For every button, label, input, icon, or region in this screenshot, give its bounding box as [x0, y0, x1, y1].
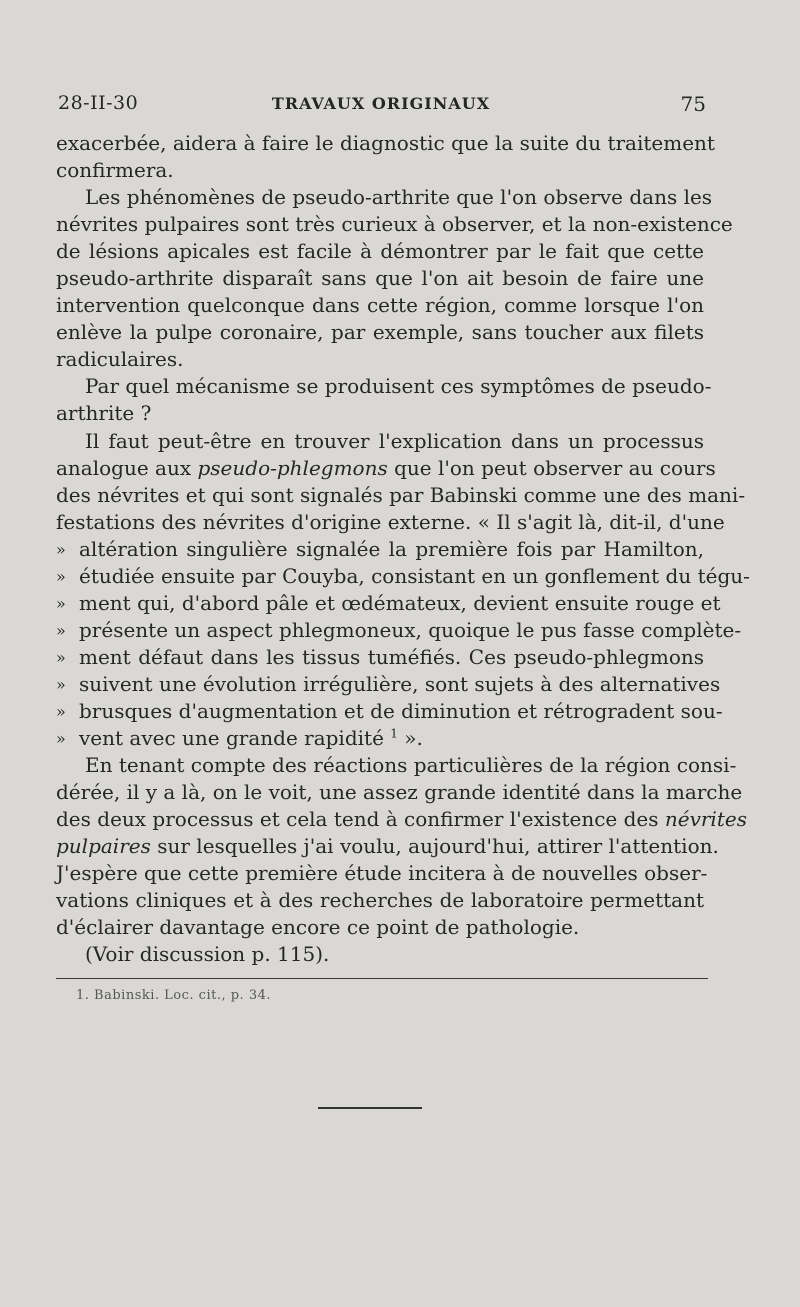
- quote-mark: »: [56, 701, 66, 721]
- text-span: altération singulière signalée la première fois par Hamilton,: [79, 536, 704, 561]
- quote-mark: »: [56, 566, 66, 586]
- text-span: vent avec une grande rapidité: [79, 726, 391, 751]
- footnote-divider: [56, 978, 708, 979]
- text-line: vations cliniques et à des recherches de laboratoire permettant: [56, 888, 704, 913]
- quote-line: [56, 590, 721, 617]
- text-line: En tenant compte des réactions particulières de la région consi-: [85, 753, 737, 778]
- text-span: ment qui, d'abord pâle et œdémateux, devient ensuite rouge et: [79, 590, 721, 615]
- quote-line: [56, 536, 704, 563]
- end-rule: [318, 1107, 422, 1109]
- text-line: des névrites et qui sont signalés par Babinski comme une des mani-: [56, 482, 746, 507]
- quote-line: [56, 725, 704, 752]
- text-line: [56, 806, 747, 833]
- text-line: (Voir discussion p. 115).: [85, 942, 330, 967]
- text-line: festations des névrites d'origine externe. « Il s'agit là, dit-il, d'une: [56, 509, 725, 534]
- text-line: confirmera.: [56, 158, 174, 183]
- text-line: arthrite ?: [56, 401, 152, 426]
- quote-line: [56, 617, 742, 644]
- quote-mark: »: [56, 593, 66, 613]
- body-text: [56, 130, 750, 968]
- footnote: 1. Babinski. Loc. cit., p. 34.: [76, 988, 271, 1003]
- quote-line: [56, 671, 721, 698]
- text-line: névrites pulpaires sont très curieux à observer, et la non-existence: [56, 212, 733, 237]
- text-line: Il faut peut-être en trouver l'explication dans un processus: [85, 428, 704, 453]
- quote-line: [56, 698, 723, 725]
- text-line: Les phénomènes de pseudo-arthrite que l'on observe dans les: [85, 185, 713, 210]
- text-line: [56, 833, 719, 860]
- quote-line: [56, 644, 704, 671]
- text-span: brusques d'augmentation et de diminution et rétrogradent sou-: [79, 698, 723, 723]
- footnote-ref[interactable]: 1: [390, 726, 398, 741]
- text-span: ment défaut dans les tissus tuméfiés. Ces pseudo-phlegmons: [79, 644, 704, 669]
- quote-mark: »: [56, 729, 66, 749]
- header-date: 28-II-30: [58, 92, 139, 114]
- text-span: présente un aspect phlegmoneux, quoique le pus fasse complète-: [79, 617, 742, 642]
- text-line: intervention quelconque dans cette région, comme lorsque l'on: [56, 293, 704, 318]
- quote-mark: »: [56, 647, 66, 667]
- text-line: exacerbée, aidera à faire le diagnostic que la suite du traitement: [56, 131, 715, 155]
- text-span: étudiée ensuite par Couyba, consistant en un gonflement du tégu-: [79, 563, 750, 588]
- quote-line: [56, 563, 750, 590]
- quote-mark: »: [56, 539, 66, 559]
- italic-term: névrites: [664, 807, 747, 832]
- text-span: ».: [397, 726, 423, 751]
- header-title: TRAVAUX ORIGINAUX: [271, 94, 491, 113]
- text-line: Par quel mécanisme se produisent ces symptômes de pseudo-: [85, 374, 712, 399]
- italic-term: pulpaires: [56, 834, 151, 859]
- text-line: radiculaires.: [56, 347, 184, 372]
- italic-term: pseudo-phlegmons: [197, 455, 388, 480]
- quote-mark: »: [56, 674, 66, 694]
- text-line: pseudo-arthrite disparaît sans que l'on ait besoin de faire une: [56, 266, 704, 291]
- running-head: [56, 92, 706, 120]
- text-line: dérée, il y a là, on le voit, une assez grande identité dans la marche: [56, 780, 743, 805]
- text-line: de lésions apicales est facile à démontrer par le fait que cette: [56, 239, 704, 264]
- text-span: sur lesquelles j'ai voulu, aujourd'hui, attirer l'attention.: [150, 834, 719, 859]
- text-line: [56, 455, 716, 482]
- text-line: d'éclairer davantage encore ce point de pathologie.: [56, 915, 580, 940]
- text-span: des deux processus et cela tend à confirmer l'existence des: [56, 807, 665, 832]
- text-span: que l'on peut observer au cours: [387, 455, 716, 480]
- quote-mark: »: [56, 620, 66, 640]
- text-span: analogue aux: [56, 455, 198, 480]
- page-number: 75: [680, 92, 706, 116]
- text-line: enlève la pulpe coronaire, par exemple, sans toucher aux filets: [56, 320, 704, 345]
- text-line: J'espère que cette première étude incitera à de nouvelles obser-: [56, 861, 708, 886]
- text-span: suivent une évolution irrégulière, sont sujets à des alternatives: [79, 671, 721, 696]
